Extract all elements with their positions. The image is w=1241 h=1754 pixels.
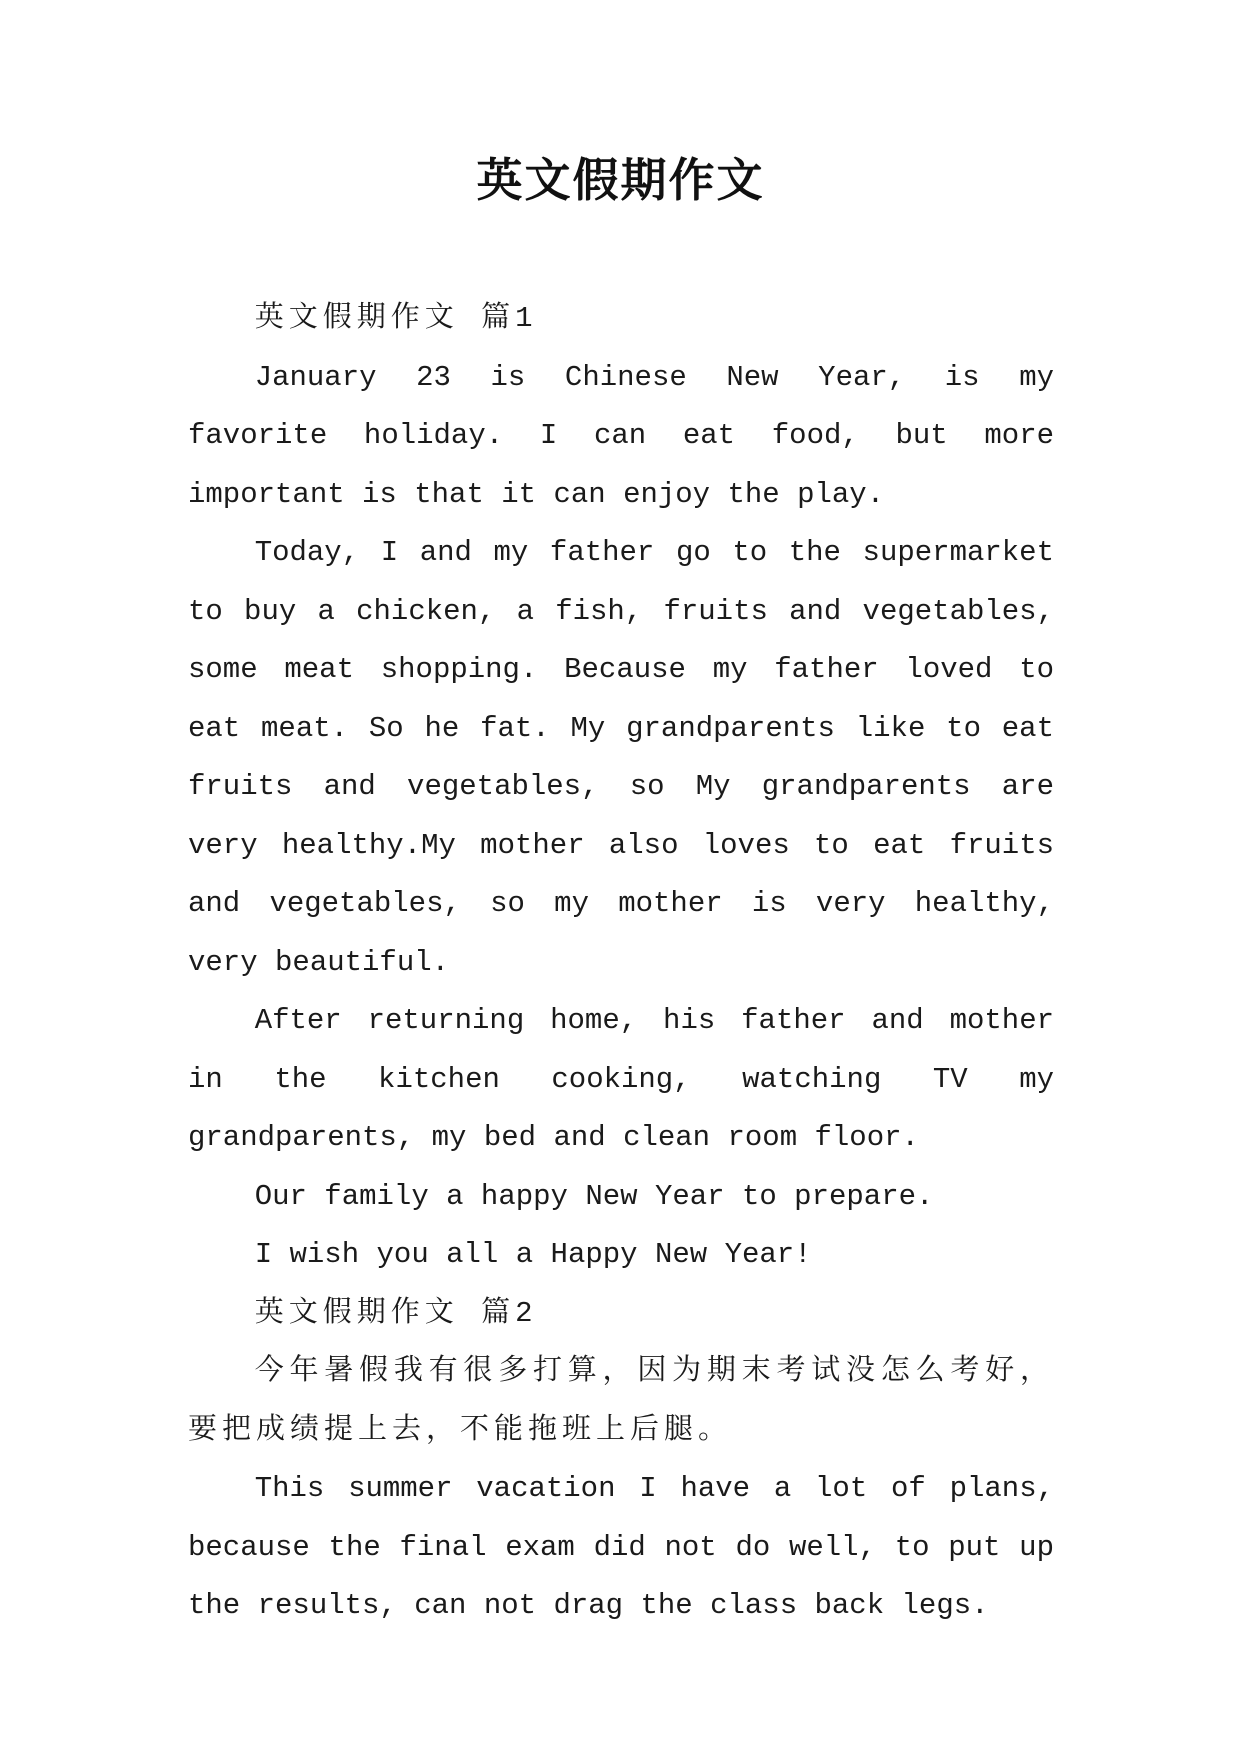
document-body: [188, 290, 1054, 1636]
paragraph: I wish you all a Happy New Year!: [254, 1238, 812, 1271]
paragraph: 今年暑假我有很多打算，因为期末考试没怎么考好，要把成绩提上去，不能拖班上后腿。: [188, 1355, 1054, 1447]
paragraph: After returning home, his father and mother in the kitchen cooking, watching TV my grandparents, my bed and clean room floor.: [188, 1004, 1054, 1154]
section-heading: 英文假期作文 篇1: [254, 302, 538, 335]
section-heading: 英文假期作文 篇2: [254, 1296, 538, 1330]
paragraph: January 23 is Chinese New Year, is my favorite holiday. I can eat food, but more important is that it can enjoy the play.: [188, 360, 1054, 511]
paragraph: Our family a happy New Year to prepare.: [254, 1179, 934, 1213]
paragraph: This summer vacation I have a lot of plans, because the final exam did not do well, to put up the results, can not drag the class back legs.: [188, 1472, 1054, 1622]
paragraph: Today, I and my father go to the supermarket to buy a chicken, a fish, fruits and vegetables, some meat shopping. Because my father loved to eat meat. So he fat. My grandparents like to eat fruits and vegetables, so My grandparents are very healthy.My mother also loves to eat fruits and vegetables, so my mother is very healthy, very beautiful.: [188, 536, 1054, 979]
document-title: 英文假期作文: [476, 153, 765, 207]
